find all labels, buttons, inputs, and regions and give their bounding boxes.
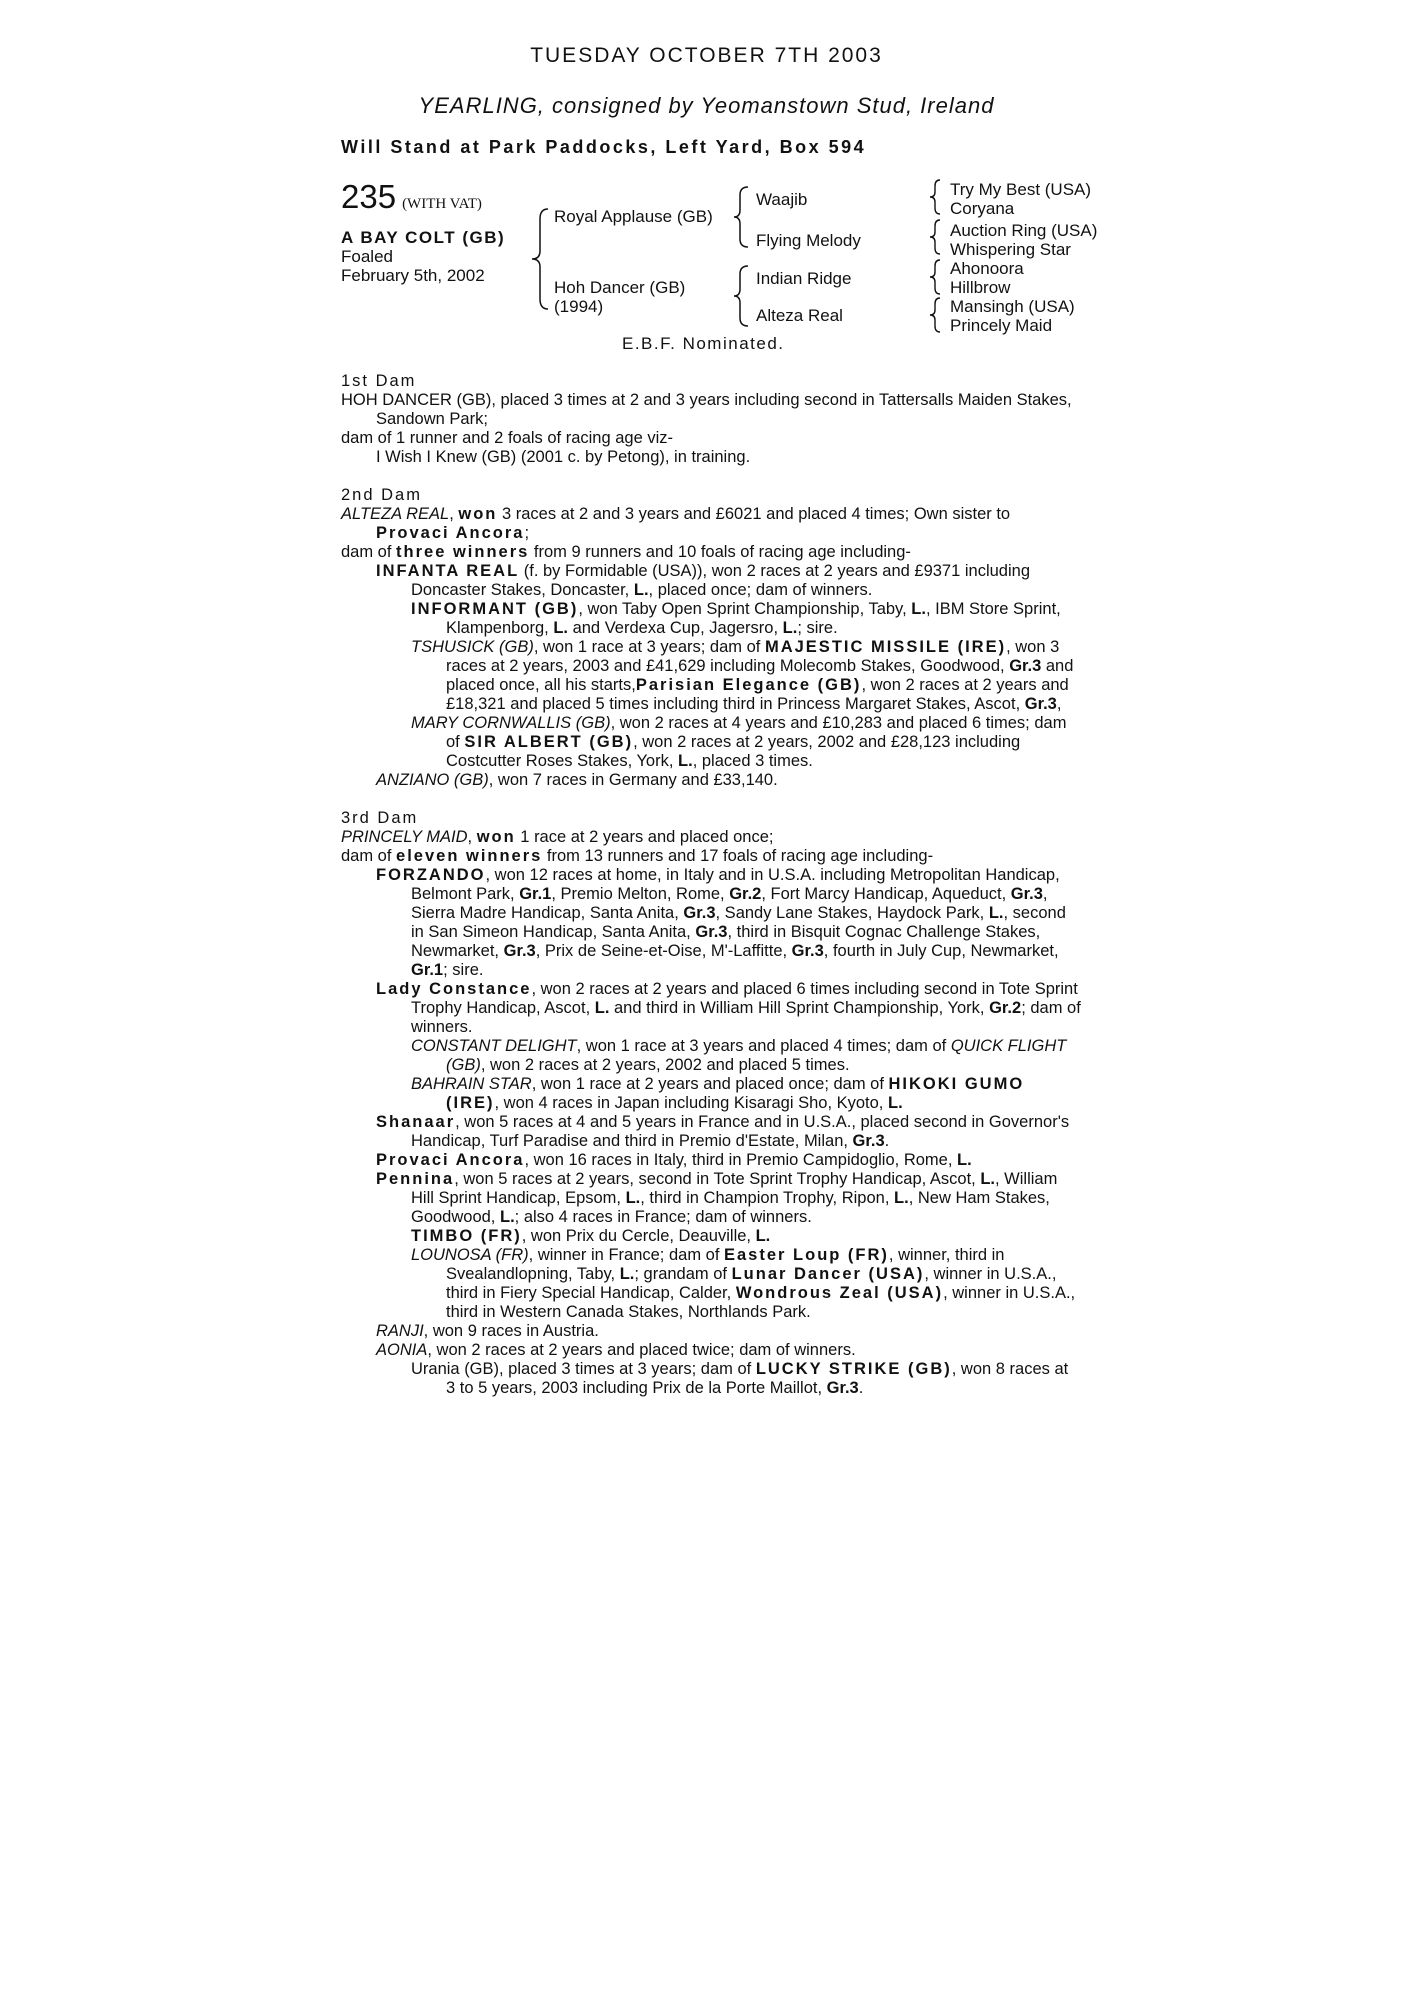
race-grade: L. <box>782 619 798 637</box>
horse-name: MARY CORNWALLIS (GB) <box>411 714 611 732</box>
text-run: dam of <box>341 543 397 561</box>
race-grade: Gr.3 <box>695 923 728 941</box>
race-grade: Gr.3 <box>1009 657 1042 675</box>
text-run: ; grandam of <box>634 1265 732 1283</box>
race-grade: L. <box>957 1151 972 1169</box>
text-run: , second in San Simeon Handicap, Santa Anita, <box>411 904 1066 941</box>
text-run: , IBM Store Sprint, Klampenborg, <box>446 600 1061 637</box>
horse-name: INFANTA REAL <box>376 562 520 580</box>
race-grade: L. <box>988 904 1004 922</box>
catalogue-text <box>341 372 1081 1398</box>
race-grade: Gr.1 <box>411 961 444 979</box>
text-run: , won 2 races at 2 years and placed 6 times including second in Tote Sprint Trophy Handicap, Ascot, <box>411 980 1078 1017</box>
text-run: , Premio Melton, Rome, <box>551 885 730 903</box>
pedigree-gg-4: Whispering Star <box>950 240 1071 259</box>
text-run: , won Taby Open Sprint Championship, Taby, <box>578 600 912 618</box>
produce-entry <box>341 562 1081 600</box>
produce-entry <box>341 1151 1081 1170</box>
horse-name: Provaci Ancora <box>376 524 525 542</box>
consignment-line: YEARLING, consigned by Yeomanstown Stud, Ireland <box>418 93 995 118</box>
pedigree-dam-year: (1994) <box>554 297 604 316</box>
text-run: , won 2 races at 2 years, 2002 and £28,123 including Costcutter Roses Stakes, York, <box>446 733 1021 770</box>
produce-entry <box>341 1227 1081 1246</box>
text-run: , won 1 race at 3 years and placed 4 times; dam of <box>576 1037 951 1055</box>
stand-location: Will Stand at Park Paddocks, Left Yard, Box 594 <box>341 137 867 157</box>
horse-name: FORZANDO <box>376 866 486 884</box>
race-grade: L. <box>980 1170 996 1188</box>
produce-entry <box>341 1037 1081 1075</box>
produce-entry <box>341 1360 1081 1398</box>
text-run: , Prix de Seine-et-Oise, M'-Laffitte, <box>535 942 792 960</box>
horse-name: AONIA <box>376 1341 428 1359</box>
horse-name: ANZIANO (GB) <box>376 771 489 789</box>
horse-name: CONSTANT DELIGHT <box>411 1037 577 1055</box>
text-run: (f. by Formidable (USA)), won 2 races at 2 years and £9371 including Doncaster Stakes, Doncaster, <box>411 562 1031 599</box>
text-run: ; also 4 races in France; dam of winners. <box>514 1208 812 1226</box>
pedigree-gg-7: Mansingh (USA) <box>950 297 1075 316</box>
text-run: , won 5 races at 2 years, second in Tote Sprint Trophy Handicap, Ascot, <box>454 1170 981 1188</box>
text-run: , third in Champion Trophy, Ripon, <box>640 1189 895 1207</box>
race-grade: Gr.2 <box>989 999 1022 1017</box>
text-run: 3 races at 2 and 3 years and £6021 and placed 4 times; Own sister to <box>497 505 1011 523</box>
text-run: , third in Bisquit Cognac Challenge Stakes, Newmarket, <box>411 923 1041 960</box>
pedigree-gg-5: Ahonoora <box>950 259 1024 278</box>
race-grade: L. <box>499 1208 515 1226</box>
pedigree-dam-dam: Alteza Real <box>756 306 843 325</box>
produce-entry <box>341 714 1081 771</box>
winners-count: eleven winners <box>396 847 543 865</box>
text-run: , won 9 races in Austria. <box>423 1322 599 1340</box>
horse-name: Lunar Dancer (USA) <box>731 1265 925 1283</box>
race-grade: L. <box>594 999 610 1017</box>
pedigree-dam: Hoh Dancer (GB) <box>554 278 686 297</box>
horse-name: PRINCELY MAID <box>341 828 468 846</box>
horse-name: Parisian Elegance (GB) <box>635 676 862 694</box>
horse-name: Easter Loup (FR) <box>724 1246 889 1264</box>
text-run: , won Prix du Cercle, Deauville, <box>521 1227 756 1245</box>
text-run: ; sire. <box>443 961 484 979</box>
text-run: , won 4 races in Japan including Kisaragi Sho, Kyoto, <box>494 1094 888 1112</box>
pedigree-bracket-main <box>528 205 552 315</box>
text-run: , won 1 race at 2 years and placed once; dam of <box>531 1075 889 1093</box>
horse-name: Provaci Ancora <box>376 1151 525 1169</box>
horse-name: RANJI <box>376 1322 424 1340</box>
text-run: , winner in France; dam of <box>528 1246 724 1264</box>
third-dam-heading: 3rd Dam <box>341 809 419 827</box>
produce-entry <box>341 1113 1081 1151</box>
horse-name: Lady Constance <box>376 980 532 998</box>
race-grade: L. <box>625 1189 641 1207</box>
pedigree-bracket-dam <box>732 262 756 332</box>
race-grade: L. <box>894 1189 909 1207</box>
text-run: ; dam of winners. <box>411 999 1081 1036</box>
pedigree-gg-1: Try My Best (USA) <box>950 180 1092 199</box>
text-run: from 9 runners and 10 foals of racing age including- <box>529 543 911 561</box>
won-label: won <box>458 505 498 523</box>
race-grade: L. <box>678 752 693 770</box>
text-run: dam of <box>341 847 397 865</box>
winners-count: three winners <box>396 543 530 561</box>
pedigree-sire: Royal Applause (GB) <box>554 207 713 226</box>
lot-number <box>341 178 482 216</box>
horse-name: BAHRAIN STAR <box>411 1075 532 1093</box>
pedigree-bracket-g2 <box>928 218 944 258</box>
text-run: , won 16 races in Italy, third in Premio Campidoglio, Rome, <box>524 1151 957 1169</box>
second-dam-line: ALTEZA REAL, won 3 races at 2 and 3 years and £6021 and placed 4 times; Own sister to Provaci Ancora; <box>341 505 1011 542</box>
pedigree-bracket-g4 <box>928 296 944 336</box>
text-run: , won 8 races at 3 to 5 years, 2003 including Prix de la Porte Maillot, <box>446 1360 1069 1397</box>
text-run: , Fort Marcy Handicap, Aqueduct, <box>761 885 1011 903</box>
text-run: , winner, third in Svealandlopning, Taby, <box>446 1246 1005 1283</box>
produce-entry <box>341 1322 1081 1341</box>
text-run: 1 race at 2 years and placed once; <box>515 828 774 846</box>
text-run: , Sandy Lane Stakes, Haydock Park, <box>715 904 989 922</box>
race-grade: Gr.3 <box>826 1379 859 1397</box>
text-run: , won 7 races in Germany and £33,140. <box>488 771 778 789</box>
text-run: , <box>1056 695 1062 713</box>
text-run: and Verdexa Cup, Jagersro, <box>568 619 783 637</box>
vat-note: (WITH VAT) <box>402 196 482 212</box>
text-run: . <box>858 1379 864 1397</box>
race-grade: Gr.3 <box>683 904 716 922</box>
first-dam-foal: I Wish I Knew (GB) (2001 c. by Petong), in training. <box>376 448 751 466</box>
text-run: , won 3 races at 2 years, 2003 and £41,629 including Molecomb Stakes, Goodwood, <box>446 638 1060 675</box>
horse-name: MAJESTIC MISSILE (IRE) <box>764 638 1007 656</box>
produce-entry <box>341 771 1081 790</box>
pedigree-gg-3: Auction Ring (USA) <box>950 221 1098 240</box>
lot-number-value: 235 <box>341 178 397 215</box>
lot-description: A BAY COLT (GB) <box>341 228 506 247</box>
horse-name: Wondrous Zeal (USA) <box>735 1284 944 1302</box>
text-run: , won 2 races at 2 years and £18,321 and placed 5 times including third in Princess Margaret Stakes, Ascot, <box>446 676 1069 713</box>
first-dam-produce: dam of 1 runner and 2 foals of racing age viz- <box>341 429 674 447</box>
horse-name: INFORMANT (GB) <box>411 600 579 618</box>
race-grade: Gr.3 <box>852 1132 885 1150</box>
horse-name: HIKOKI GUMO (IRE) <box>446 1075 1025 1112</box>
text-run: , placed 3 times. <box>692 752 813 770</box>
won-label: won <box>476 828 516 846</box>
text-run: , won 1 race at 3 years; dam of <box>533 638 765 656</box>
foaled-date: February 5th, 2002 <box>341 266 485 285</box>
text-run: , won 5 races at 4 and 5 years in France and in U.S.A., placed second in Governor's Handicap, Turf Paradise and third in Premio d'Estate, Milan, <box>411 1113 1070 1150</box>
horse-name: SIR ALBERT (GB) <box>464 733 634 751</box>
text-run: , won 12 races at home, in Italy and in U.S.A. including Metropolitan Handicap, Belmont Park, <box>411 866 1060 903</box>
produce-entry <box>341 638 1081 714</box>
produce-entry <box>341 1075 1081 1113</box>
text-run: , winner in U.S.A., third in Fiery Special Handicap, Calder, <box>446 1265 1057 1302</box>
horse-name: ALTEZA REAL <box>341 505 450 523</box>
race-grade: Gr.1 <box>519 885 552 903</box>
text-run: , fourth in July Cup, Newmarket, <box>823 942 1059 960</box>
third-dam-line: PRINCELY MAID, won 1 race at 2 years and placed once; <box>341 828 774 846</box>
text-run: , William Hill Sprint Handicap, Epsom, <box>411 1170 1058 1207</box>
pedigree-bracket-g1 <box>928 178 944 218</box>
produce-entry <box>341 980 1081 1037</box>
produce-entry <box>341 866 1081 980</box>
horse-name: LOUNOSA (FR) <box>411 1246 529 1264</box>
race-grade: L. <box>553 619 568 637</box>
race-grade: L. <box>887 1094 903 1112</box>
race-grade: Gr.3 <box>1010 885 1043 903</box>
foaled-label: Foaled <box>341 247 393 266</box>
produce-entry <box>341 600 1081 638</box>
produce-entry <box>341 1170 1081 1227</box>
pedigree-dam-sire: Indian Ridge <box>756 269 852 288</box>
pedigree-sire-dam: Flying Melody <box>756 231 861 250</box>
race-grade: Gr.3 <box>503 942 536 960</box>
text-run: . <box>884 1132 890 1150</box>
sale-date: TUESDAY OCTOBER 7TH 2003 <box>530 44 883 67</box>
text-run: , Sierra Madre Handicap, Santa Anita, <box>411 885 1048 922</box>
pedigree-bracket-sire <box>732 183 756 253</box>
text-run: ; sire. <box>797 619 838 637</box>
horse-name: LUCKY STRIKE (GB) <box>755 1360 952 1378</box>
horse-name: Shanaar <box>376 1113 456 1131</box>
pedigree-gg-8: Princely Maid <box>950 316 1053 335</box>
pedigree-sire-sire: Waajib <box>756 190 808 209</box>
text-run: , placed once; dam of winners. <box>648 581 873 599</box>
horse-name: Pennina <box>376 1170 455 1188</box>
second-dam-produce <box>341 543 1081 562</box>
horse-name: TIMBO (FR) <box>411 1227 522 1245</box>
race-grade: L. <box>619 1265 635 1283</box>
first-dam-heading: 1st Dam <box>341 372 417 390</box>
produce-entry <box>341 1246 1081 1322</box>
produce-entry <box>341 1341 1081 1360</box>
pedigree-gg-6: Hillbrow <box>950 278 1011 297</box>
text-run: , won 2 races at 2 years and placed twice; dam of winners. <box>427 1341 856 1359</box>
horse-name: QUICK FLIGHT (GB) <box>446 1037 1067 1074</box>
horse-name: TSHUSICK (GB) <box>411 638 534 656</box>
text-run: and placed once, all his starts, <box>446 657 1074 694</box>
text-run: , winner in U.S.A., third in Western Canada Stakes, Northlands Park. <box>446 1284 1076 1321</box>
text-run: and third in William Hill Sprint Championship, York, <box>609 999 990 1017</box>
pedigree-bracket-g3 <box>928 258 944 298</box>
race-grade: Gr.2 <box>729 885 762 903</box>
text-run: , won 2 races at 2 years, 2002 and placed 5 times. <box>480 1056 850 1074</box>
third-dam-produce <box>341 847 1081 866</box>
text-run: , New Ham Stakes, Goodwood, <box>411 1189 1050 1226</box>
first-dam-line: HOH DANCER (GB), placed 3 times at 2 and 3 years including second in Tattersalls Maiden Stakes, Sandown Park; <box>341 391 1072 428</box>
text-run: from 13 runners and 17 foals of racing age including- <box>542 847 934 865</box>
race-grade: L. <box>755 1227 771 1245</box>
text-run: Urania (GB), placed 3 times at 3 years; dam of <box>411 1360 756 1378</box>
race-grade: L. <box>911 600 926 618</box>
second-dam-heading: 2nd Dam <box>341 486 422 504</box>
race-grade: Gr.3 <box>1024 695 1057 713</box>
text-run: , won 2 races at 4 years and £10,283 and placed 6 times; dam of <box>446 714 1067 751</box>
race-grade: L. <box>633 581 649 599</box>
race-grade: Gr.3 <box>791 942 824 960</box>
pedigree-gg-2: Coryana <box>950 199 1015 218</box>
ebf-nominated: E.B.F. Nominated. <box>622 334 785 353</box>
